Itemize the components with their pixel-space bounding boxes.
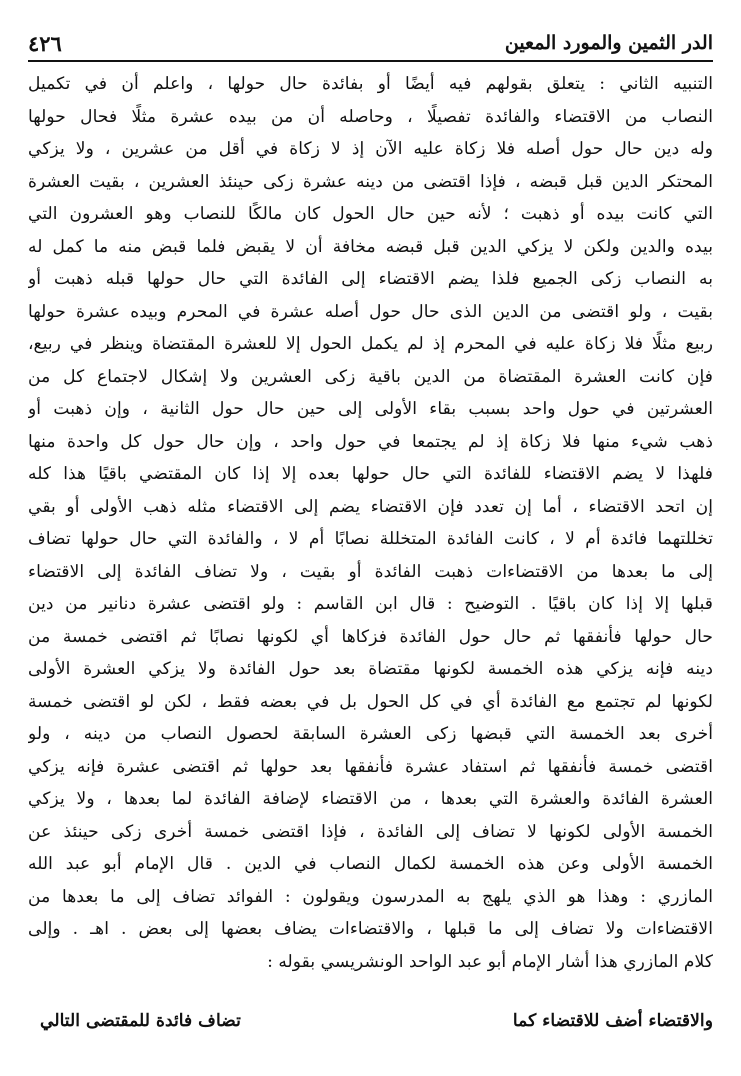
text-line: به النصاب زكى الجميع فلذا يضم الاقتضاء إلى الفائدة التي حال حولها قبله ذهبت أو [28, 269, 713, 289]
text-line: المحتكر الدين قبل قبضه ، فإذا اقتضى من دينه عشرة زكى حينئذ العشرين ، بقيت العشرة [28, 171, 713, 192]
text-line: الخمسة الأولى وعن هذه الخمسة لكمال النصاب في الدين . قال الإمام أبو عبد الله [28, 854, 713, 874]
text-line: إن اتحد الاقتضاء ، أما إن تعدد فإن الاقتضاء يضم إلى الاقتضاء مثله ذهب الأولى أو بقي [28, 496, 713, 517]
text-line: ذهب شيء منها فلا زكاة إذ لم يجتمعا في حول واحد ، وإن حال حول كل واحدة منها [28, 431, 713, 452]
text-line: العشرة الفائدة والعشرة التي بعدها ، من الاقتضاء لإضافة الفائدة لما بعدها ، ولا يزكي [28, 789, 713, 809]
header-rule [28, 60, 713, 62]
text-line: بيده والدين ولكن لا يزكي الدين قبل قبضه مخافة أن لا يقبض فلما قبض منه ما كمل له [28, 236, 713, 257]
text-line: التي كانت بيده أو ذهبت ؛ لأنه حين حال الحول كان مالكًا للنصاب وهو العشرون التي [28, 204, 713, 224]
text-line: الخمسة الأولى لكونها لا تضاف إلى الفائدة ، فإذا اقتضى خمسة أخرى زكى حينئذ عن [28, 821, 713, 842]
poetry-verse [40, 1004, 713, 1038]
text-line: تخللتهما فائدة أم لا ، كانت الفائدة المتخللة نصابًا أم لا ، والفائدة التي حال حولها تضاف [28, 529, 713, 549]
running-title: الدر الثمين والمورد المعين [504, 32, 713, 54]
body-text [28, 68, 713, 978]
text-line: بقيت ، ولو اقتضى من الدين الذى حال حول أصله عشرة في المحرم وبيده عشرة حولها [28, 301, 713, 322]
text-line: وله دين حال حول أصله فلا زكاة عليه الآن إذ لا زكاة في أقل من عشرين ، ولا يزكي [28, 139, 713, 159]
text-line: اقتضى خمسة فأنفقها ثم استفاد عشرة فأنفقها بعد حولها ثم اقتضى عشرة فإنه يزكي [28, 756, 713, 777]
text-line: قبلها إلا إذا كان باقيًا . التوضيح : قال ابن القاسم : ولو اقتضى عشرة دنانير من دين [28, 594, 713, 614]
text-line: فلهذا لا يضم الاقتضاء للفائدة التي حال حولها بعده إلا إذا كان المقتضي باقيًا هذا كله [28, 464, 713, 484]
text-line: إلى ما بعدها من الاقتضاءات ذهبت الفائدة أو بقيت ، ولا تضاف الفائدة إلى الاقتضاء [28, 561, 713, 582]
text-line-last: كلام المازري هذا أشار الإمام أبو عبد الواحد الونشريسي بقوله : [267, 951, 713, 972]
text-line: فإن كانت العشرة المقتضاة من الدين باقية زكى العشرين ولا إشكال لاجتماع كل من [28, 366, 713, 387]
text-line: النصاب من الاقتضاء والفائدة تفصيلًا ، وحاصله أن من بيده عشرة مثلًا فحال حولها [28, 106, 713, 127]
text-line: حال حولها فأنفقها ثم حال حول الفائدة فزكاها أي لكونها نصابًا ثم اقتضى خمسة من [28, 626, 713, 647]
text-line: العشرتين في حول واحد بسبب بقاء الأولى إلى حين حال حول الثانية ، وإن ذهبت أو [28, 399, 713, 419]
page-number: ٤٢٦ [28, 30, 62, 56]
text-line: المازري : وهذا هو الذي يلهج به المدرسون ويقولون : الفوائد تضاف إلى ما بعدها من [28, 886, 713, 907]
text-line: لكونها لم تجتمع مع الفائدة أي في كل الحول بل في بعضه فقط ، لكن لو اقتضى خمسة [28, 691, 713, 712]
text-line: ربيع مثلًا فلا زكاة عليه في المحرم إذ لم يكمل الحول إلا للعشرة المقتضاة وينظر في ربيع، [28, 334, 713, 354]
text-line: الاقتضاءات ولا تضاف إلى ما قبلها ، والاقتضاءات يضاف بعضها إلى بعض . اهـ . وإلى [28, 919, 713, 939]
text-line: التنبيه الثاني : يتعلق بقولهم فيه أيضًا أو بفائدة حال حولها ، واعلم أن في تكميل [28, 74, 713, 94]
verse-left-hemistich: تضاف فائدة للمقتضى التالي [40, 1011, 241, 1031]
page-header [28, 26, 713, 60]
text-line: أخرى بعد الخمسة التي قبضها زكى العشرة السابقة لحصول النصاب من دينه ، ولو [28, 724, 713, 744]
verse-right-hemistich: والاقتضاء أضف للاقتضاء كما [512, 1011, 713, 1031]
text-line: دينه فإنه يزكي هذه الخمسة لكونها مقتضاة بعد حول الفائدة ولا يزكي العشرة الأولى [28, 659, 713, 679]
